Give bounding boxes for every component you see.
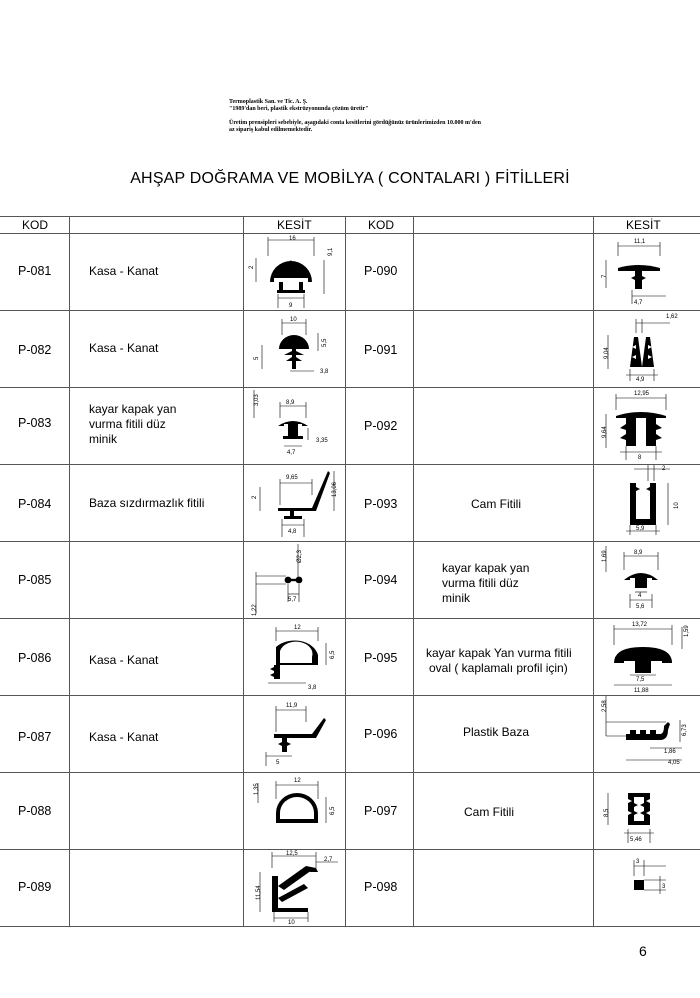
dim-p095-width: 13,72 — [632, 622, 648, 628]
section-drawing-p081 — [246, 234, 342, 310]
desc-p094-line-2: vurma fitili düz — [442, 576, 519, 590]
dim-p085-height: 1,22 — [252, 604, 258, 616]
dim-p096-height: 6,73 — [682, 724, 688, 736]
code-p083: P-083 — [18, 416, 52, 430]
section-drawing-p088 — [246, 773, 342, 849]
dim-p092-height: 9,64 — [602, 426, 608, 438]
dim-p092-base: 8 — [638, 455, 642, 461]
code-p097: P-097 — [364, 804, 398, 818]
dim-p090-width: 11,1 — [634, 239, 646, 245]
dim-p097-height: 8,5 — [604, 808, 610, 817]
dim-p084-height: 13,06 — [332, 481, 338, 497]
dim-p096-offset: 1,86 — [664, 749, 676, 755]
dim-p095-lip: 1,59 — [684, 625, 690, 637]
dim-p084-lip: 2 — [252, 495, 258, 499]
column-header-kod-left: KOD — [22, 218, 49, 232]
desc-p083-line-2: vurma fitili düz — [89, 417, 166, 431]
dim-p095-stem: 7,5 — [636, 677, 645, 683]
dim-p095-base: 11,88 — [634, 688, 649, 694]
company-slogan: "1989'dan beri, plastik ekstrüzyonunda çözüm üretir" — [229, 106, 369, 112]
section-drawing-p086 — [246, 619, 342, 695]
dim-p083-base: 4,7 — [287, 450, 296, 456]
column-header-kesit-left: KESİT — [277, 218, 312, 232]
desc-p095-line-2: oval ( kaplamalı profil için) — [429, 661, 568, 675]
section-drawing-p090 — [596, 234, 692, 310]
section-drawing-p089 — [246, 850, 342, 926]
dim-p094-stem: 4 — [638, 593, 642, 599]
dim-p091-top: 1,62 — [666, 314, 678, 320]
code-p095: P-095 — [364, 651, 398, 665]
order-notice-line-2: az sipariş kabul edilmemektedir. — [229, 127, 313, 133]
code-p087: P-087 — [18, 730, 52, 744]
code-p094: P-094 — [364, 573, 398, 587]
section-drawing-p096 — [596, 696, 692, 772]
dim-p089-base: 10 — [288, 920, 295, 926]
dim-p082-base: 3,8 — [320, 369, 329, 375]
section-drawing-p083 — [246, 388, 342, 464]
desc-p083-line-1: kayar kapak yan — [89, 402, 177, 416]
section-drawing-p082 — [246, 311, 342, 387]
desc-p094-line-3: minik — [442, 591, 471, 605]
dim-p094-lip: 1,69 — [602, 550, 608, 562]
dim-p083-side: 3,35 — [316, 438, 328, 444]
desc-p096: Plastik Baza — [463, 725, 530, 739]
section-drawing-p094 — [596, 542, 692, 618]
dim-p090-base: 4,7 — [634, 300, 643, 306]
dim-p097-base: 5,46 — [630, 837, 642, 843]
dim-p081-base: 9 — [289, 303, 293, 309]
dim-p082-width: 10 — [290, 317, 297, 323]
dim-p084-width: 9,65 — [286, 475, 298, 481]
desc-p097: Cam Fitili — [464, 805, 514, 819]
section-drawing-p084 — [246, 465, 342, 541]
desc-p081: Kasa - Kanat — [89, 264, 159, 278]
dim-p089-lip: 2,7 — [324, 857, 333, 863]
desc-p087: Kasa - Kanat — [89, 730, 159, 744]
dim-p081-height: 9,1 — [328, 247, 334, 256]
dim-p085-dia: Ø2,3 — [297, 549, 303, 563]
dim-p081-width: 16 — [289, 236, 296, 242]
dim-p091-height: 9,04 — [604, 347, 610, 359]
desc-p094-line-1: kayar kapak yan — [442, 561, 530, 575]
section-drawing-p097 — [596, 773, 692, 849]
code-p085: P-085 — [18, 573, 52, 587]
order-notice-line-1: Üretim prensipleri sebebiyle, aşagıdaki conta kesitlerini gördüğünüz ürünlerimizden 10.000 m'den — [229, 120, 481, 126]
dim-p088-width: 12 — [294, 778, 301, 784]
code-p098: P-098 — [364, 880, 398, 894]
section-drawing-p093 — [596, 465, 692, 541]
section-drawing-p085 — [246, 542, 342, 618]
dim-p093-top: 2 — [662, 466, 666, 472]
code-p089: P-089 — [18, 880, 52, 894]
dim-p082-stem: 5 — [254, 356, 260, 360]
page-number: 6 — [639, 943, 647, 959]
code-p091: P-091 — [364, 343, 398, 357]
desc-p083-line-3: minik — [89, 432, 118, 446]
dim-p081-slot: 6 — [289, 261, 293, 267]
dim-p094-width: 8,9 — [634, 550, 643, 556]
code-p090: P-090 — [364, 264, 398, 278]
dim-p088-height: 6,5 — [330, 806, 336, 815]
dim-p082-height: 5,5 — [322, 338, 328, 347]
dim-p088-lip: 1,35 — [254, 783, 260, 795]
dim-p089-width: 12,5 — [286, 851, 298, 857]
dim-p090-height: 7 — [602, 274, 608, 278]
code-p086: P-086 — [18, 651, 52, 665]
company-name: Termoplastik San. ve Tic. A. Ş. — [229, 99, 308, 105]
section-drawing-p091 — [596, 311, 692, 387]
dim-p091-base: 4,9 — [636, 377, 645, 383]
desc-p095-line-1: kayar kapak Yan vurma fitili — [426, 646, 572, 660]
dim-p093-base: 5,9 — [636, 526, 645, 532]
column-header-kod-right: KOD — [368, 218, 395, 232]
dim-p083-width: 8,9 — [286, 400, 295, 406]
dim-p089-height: 11,54 — [256, 885, 262, 900]
code-p092: P-092 — [364, 419, 398, 433]
dim-p087-base: 5 — [276, 760, 280, 766]
dim-p094-base: 5,6 — [636, 604, 645, 610]
dim-p093-height: 10 — [674, 502, 680, 509]
dim-p085-length: 5,7 — [288, 597, 297, 603]
dim-p096-lip: 2,58 — [602, 700, 608, 712]
dim-p092-width: 12,95 — [634, 391, 650, 397]
section-drawing-p092 — [596, 388, 692, 464]
dim-p083-top: 3,03 — [254, 394, 260, 406]
code-p096: P-096 — [364, 727, 398, 741]
code-p081: P-081 — [18, 264, 52, 278]
code-p082: P-082 — [18, 343, 52, 357]
dim-p087-width: 11,9 — [286, 703, 298, 709]
dim-p096-base: 4,05 — [668, 760, 680, 766]
section-drawing-p098 — [596, 850, 692, 926]
section-drawing-p087 — [246, 696, 342, 772]
dim-p086-height: 6,5 — [330, 650, 336, 659]
dim-p098-height: 3 — [662, 884, 666, 890]
section-drawing-p095 — [596, 619, 692, 695]
code-p084: P-084 — [18, 497, 52, 511]
page-title: AHŞAP DOĞRAMA VE MOBİLYA ( CONTALARI ) FİTİLLERİ — [130, 170, 570, 187]
dim-p084-base: 4,8 — [288, 529, 297, 535]
dim-p098-width: 3 — [636, 859, 640, 865]
column-header-kesit-right: KESİT — [626, 218, 661, 232]
desc-p084: Baza sızdırmazlık fitili — [89, 496, 205, 510]
code-p088: P-088 — [18, 804, 52, 818]
code-p093: P-093 — [364, 497, 398, 511]
desc-p086: Kasa - Kanat — [89, 653, 159, 667]
desc-p093: Cam Fitili — [471, 497, 521, 511]
dim-p081-lip: 2 — [249, 265, 255, 269]
desc-p082: Kasa - Kanat — [89, 341, 159, 355]
dim-p086-base: 3,8 — [308, 685, 317, 691]
dim-p086-width: 12 — [294, 625, 301, 631]
